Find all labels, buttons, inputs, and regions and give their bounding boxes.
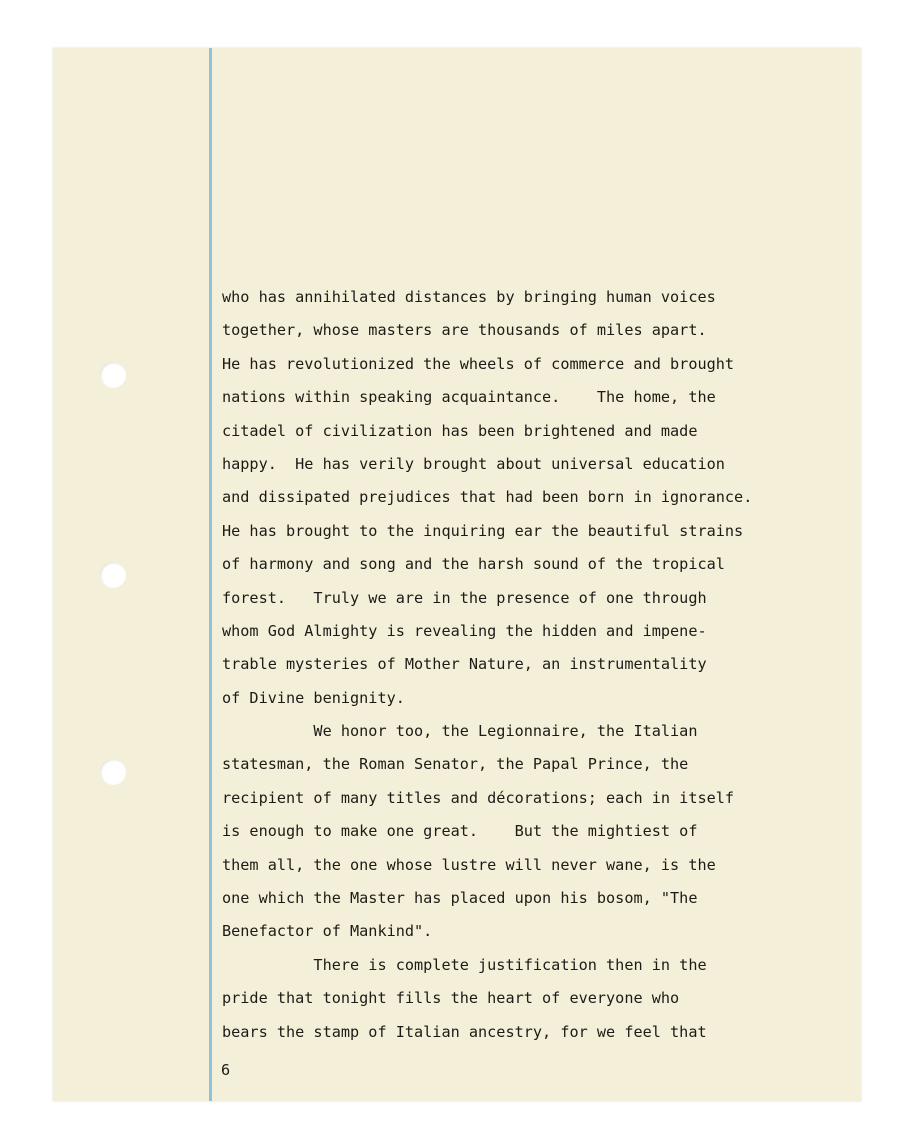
punch-hole-bottom bbox=[100, 759, 126, 785]
text-line: one which the Master has placed upon his bosom, "The bbox=[222, 889, 698, 908]
punch-hole-top bbox=[100, 362, 126, 388]
margin-rule bbox=[209, 48, 212, 1101]
typed-text-body bbox=[222, 288, 854, 1056]
text-line: trable mysteries of Mother Nature, an instrumentality bbox=[222, 655, 707, 674]
typed-page bbox=[53, 48, 861, 1101]
text-line: pride that tonight fills the heart of everyone who bbox=[222, 989, 680, 1008]
text-line: bears the stamp of Italian ancestry, for we feel that bbox=[222, 1022, 707, 1041]
text-line: forest. Truly we are in the presence of one through bbox=[222, 588, 707, 607]
punch-hole-middle bbox=[100, 562, 126, 588]
text-line: whom God Almighty is revealing the hidden and impene- bbox=[222, 621, 707, 640]
page-number: 6 bbox=[221, 1061, 231, 1079]
text-line: happy. He has verily brought about universal education bbox=[222, 454, 725, 473]
text-line: nations within speaking acquaintance. The home, the bbox=[222, 388, 716, 407]
text-line: citadel of civilization has been brightened and made bbox=[222, 421, 698, 440]
text-line: We honor too, the Legionnaire, the Italian bbox=[222, 722, 698, 741]
text-line: together, whose masters are thousands of miles apart. bbox=[222, 321, 707, 340]
text-line: statesman, the Roman Senator, the Papal Prince, the bbox=[222, 755, 689, 774]
text-line: Benefactor of Mankind". bbox=[222, 922, 433, 941]
text-line: recipient of many titles and décorations; each in itself bbox=[222, 788, 735, 807]
text-line: He has brought to the inquiring ear the beautiful strains bbox=[222, 521, 744, 540]
text-line: There is complete justification then in the bbox=[222, 955, 707, 974]
text-line: and dissipated prejudices that had been born in ignorance. bbox=[222, 488, 753, 507]
text-line: who has annihilated distances by bringing human voices bbox=[222, 288, 716, 306]
text-line: them all, the one whose lustre will never wane, is the bbox=[222, 855, 716, 874]
text-line: of Divine benignity. bbox=[222, 688, 405, 707]
text-line: of harmony and song and the harsh sound of the tropical bbox=[222, 555, 725, 574]
text-line: He has revolutionized the wheels of commerce and brought bbox=[222, 354, 735, 373]
text-line: is enough to make one great. But the mightiest of bbox=[222, 822, 698, 841]
